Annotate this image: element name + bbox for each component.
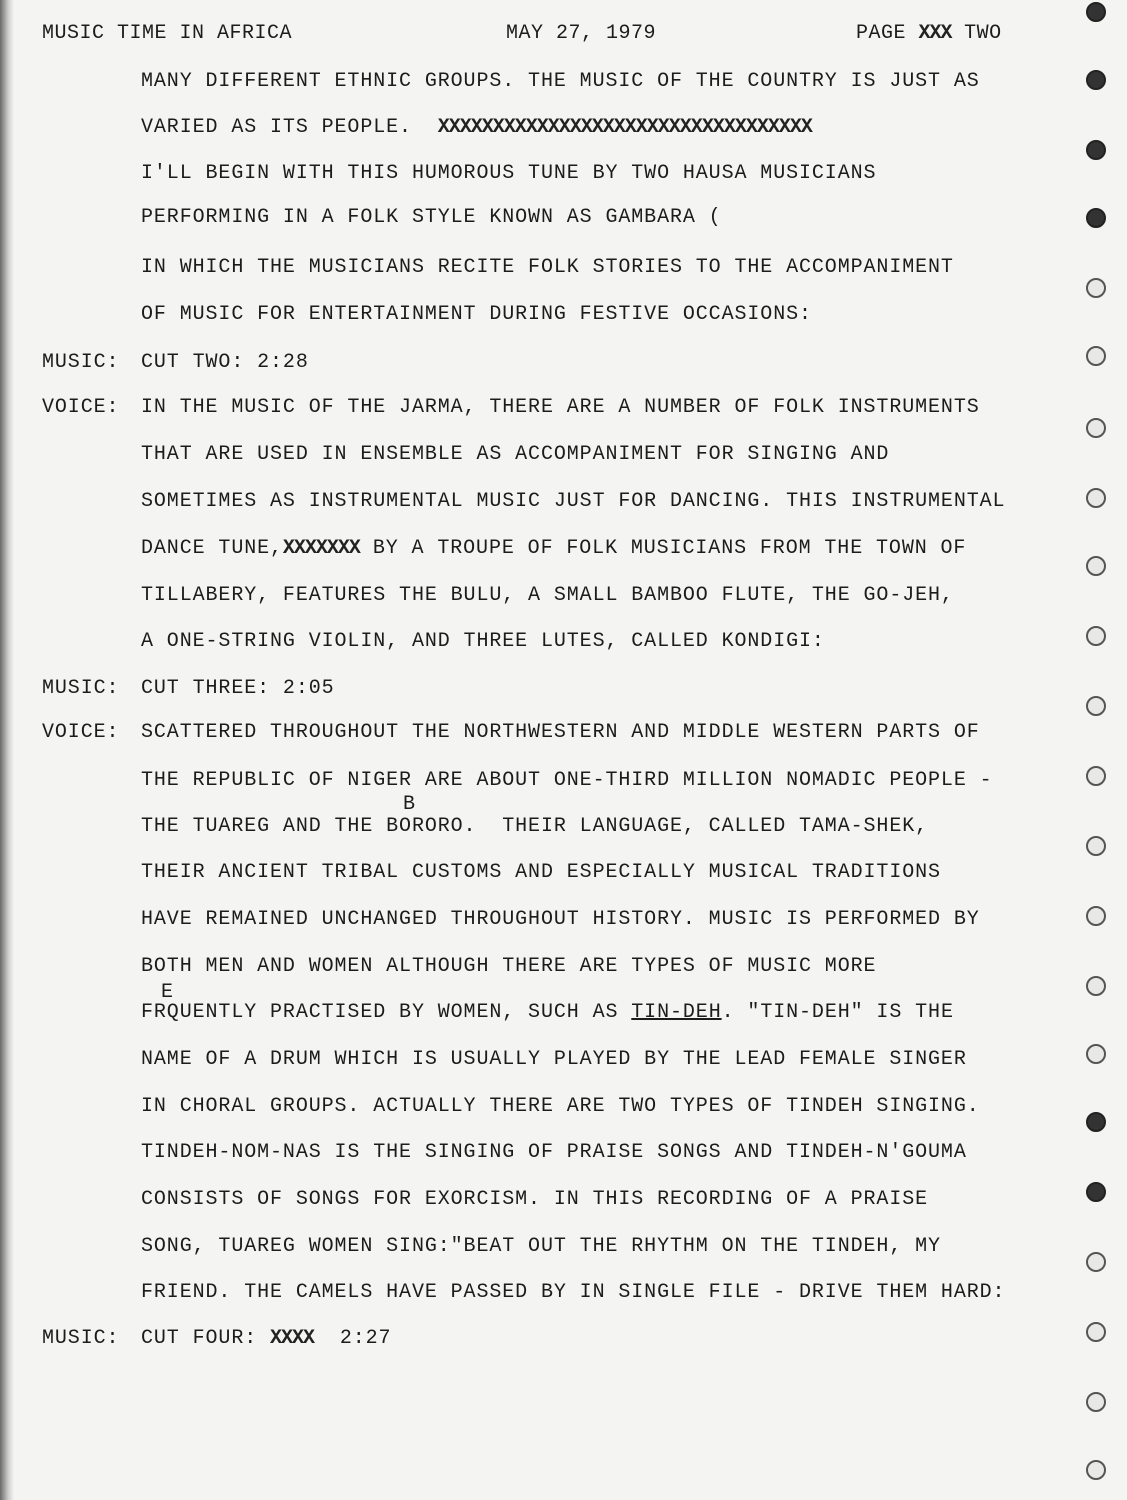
feed-hole (1086, 836, 1106, 856)
script-line: SCATTERED THROUGHOUT THE NORTHWESTERN AND MIDDLE WESTERN PARTS OF (141, 721, 980, 744)
script-line: THE TUAREG AND THE BORORO. THEIR LANGUAGE, CALLED TAMA-SHEK, (141, 815, 929, 838)
script-line: IN WHICH THE MUSICIANS RECITE FOLK STORIES TO THE ACCOMPANIMENT (141, 256, 954, 279)
script-line: DANCE TUNE,XXXXXXX BY A TROUPE OF FOLK MUSICIANS FROM THE TOWN OF (141, 537, 967, 560)
underlined-term: TIN-DEH (631, 1001, 722, 1024)
script-line: MANY DIFFERENT ETHNIC GROUPS. THE MUSIC OF THE COUNTRY IS JUST AS (141, 70, 980, 93)
script-line: A ONE-STRING VIOLIN, AND THREE LUTES, CALLED KONDIGI: (141, 630, 825, 653)
script-line: CONSISTS OF SONGS FOR EXORCISM. IN THIS RECORDING OF A PRAISE (141, 1188, 929, 1211)
header-page (856, 22, 1002, 45)
cue-label-music: MUSIC: (42, 1327, 120, 1350)
handwritten-insert-e: E (161, 981, 174, 1004)
feed-hole (1086, 626, 1106, 646)
cue-label-voice: VOICE: (42, 721, 120, 744)
script-line: FRIEND. THE CAMELS HAVE PASSED BY IN SINGLE FILE - DRIVE THEM HARD: (141, 1281, 1006, 1304)
script-line: SOMETIMES AS INSTRUMENTAL MUSIC JUST FOR DANCING. THIS INSTRUMENTAL (141, 490, 1006, 513)
script-line: THEIR ANCIENT TRIBAL CUSTOMS AND ESPECIALLY MUSICAL TRADITIONS (141, 861, 941, 884)
script-line: FRQUENTLY PRACTISED BY WOMEN, SUCH AS TIN-DEH. "TIN-DEH" IS THE (141, 1001, 954, 1024)
feed-hole (1086, 556, 1106, 576)
strikeout-text: XXXXXXX (282, 537, 360, 560)
feed-hole (1086, 1044, 1106, 1064)
page-word: TWO (964, 22, 1002, 45)
feed-hole (1086, 1322, 1106, 1342)
script-line: THAT ARE USED IN ENSEMBLE AS ACCOMPANIMENT FOR SINGING AND (141, 443, 890, 466)
strikeout-text: XXXX (270, 1327, 315, 1350)
feed-hole (1086, 418, 1106, 438)
feed-hole (1086, 2, 1106, 22)
cue-label-voice: VOICE: (42, 396, 120, 419)
feed-hole (1086, 766, 1106, 786)
feed-hole (1086, 140, 1106, 160)
script-line: THE REPUBLIC OF NIGER ARE ABOUT ONE-THIRD MILLION NOMADIC PEOPLE - (141, 769, 993, 792)
scan-shadow-edge (0, 0, 14, 1500)
handwritten-insert-b: B (403, 793, 416, 816)
header-program: MUSIC TIME IN AFRICA (42, 22, 293, 45)
script-line: TINDEH-NOM-NAS IS THE SINGING OF PRAISE SONGS AND TINDEH-N'GOUMA (141, 1141, 967, 1164)
cue-label-music: MUSIC: (42, 677, 120, 700)
feed-hole (1086, 1460, 1106, 1480)
script-line: IN THE MUSIC OF THE JARMA, THERE ARE A NUMBER OF FOLK INSTRUMENTS (141, 396, 980, 419)
script-line: TILLABERY, FEATURES THE BULU, A SMALL BAMBOO FLUTE, THE GO-JEH, (141, 584, 954, 607)
script-line: OF MUSIC FOR ENTERTAINMENT DURING FESTIVE OCCASIONS: (141, 303, 812, 326)
strikeout-text: XXXXXXXXXXXXXXXXXXXXXXXXXXXXXXXXXX (437, 116, 812, 139)
page-prefix: PAGE (856, 22, 907, 45)
page-number-strikeout: XXX (918, 22, 952, 45)
script-line: CUT FOUR: XXXX 2:27 (141, 1327, 392, 1350)
feed-hole (1086, 346, 1106, 366)
feed-hole (1086, 70, 1106, 90)
feed-hole (1086, 976, 1106, 996)
script-line: I'LL BEGIN WITH THIS HUMOROUS TUNE BY TWO HAUSA MUSICIANS (141, 162, 877, 185)
feed-hole (1086, 208, 1106, 228)
feed-hole (1086, 696, 1106, 716)
feed-hole (1086, 906, 1106, 926)
script-line: BOTH MEN AND WOMEN ALTHOUGH THERE ARE TYPES OF MUSIC MORE (141, 955, 877, 978)
header-date: MAY 27, 1979 (506, 22, 657, 45)
script-line: CUT TWO: 2:28 (141, 351, 309, 374)
feed-hole (1086, 488, 1106, 508)
script-line: VARIED AS ITS PEOPLE. XXXXXXXXXXXXXXXXXXXXXXXXXXXXXXXXXX (141, 116, 812, 139)
script-line: HAVE REMAINED UNCHANGED THROUGHOUT HISTORY. MUSIC IS PERFORMED BY (141, 908, 980, 931)
cue-label-music: MUSIC: (42, 351, 120, 374)
script-line: PERFORMING IN A FOLK STYLE KNOWN AS GAMBARA ( (141, 206, 722, 229)
script-line: NAME OF A DRUM WHICH IS USUALLY PLAYED BY THE LEAD FEMALE SINGER (141, 1048, 967, 1071)
script-line: IN CHORAL GROUPS. ACTUALLY THERE ARE TWO TYPES OF TINDEH SINGING. (141, 1095, 980, 1118)
feed-hole (1086, 1112, 1106, 1132)
script-line: CUT THREE: 2:05 (141, 677, 335, 700)
feed-hole (1086, 1392, 1106, 1412)
script-line: SONG, TUAREG WOMEN SING:"BEAT OUT THE RHYTHM ON THE TINDEH, MY (141, 1235, 941, 1258)
feed-hole (1086, 1182, 1106, 1202)
feed-hole (1086, 1252, 1106, 1272)
feed-hole (1086, 278, 1106, 298)
